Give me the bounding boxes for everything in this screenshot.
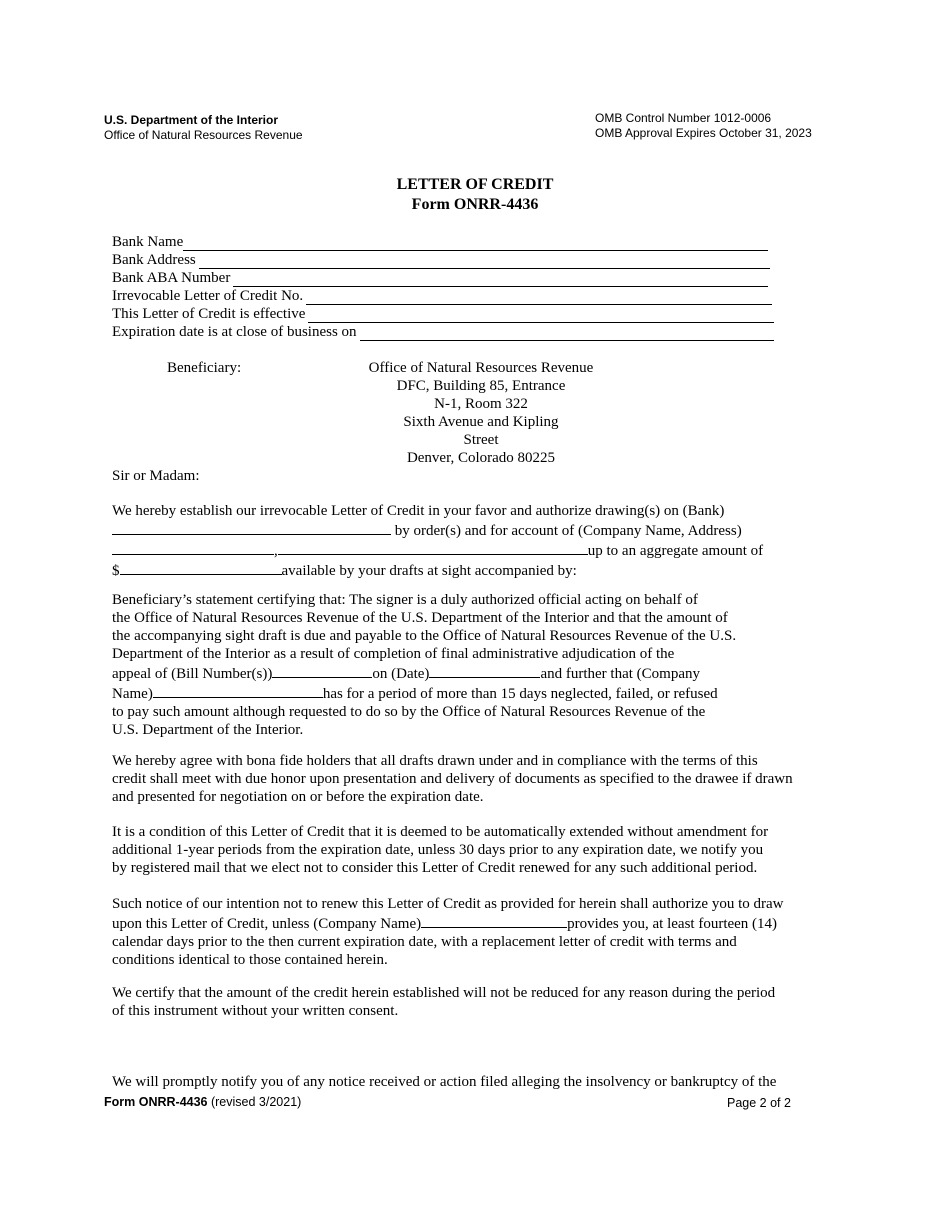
beneficiary-line: DFC, Building 85, Entrance [396, 378, 566, 394]
omb-control-number: OMB Control Number 1012-0006 [595, 111, 772, 125]
bill-label: appeal of (Bill Number(s)) [112, 666, 273, 682]
field-label: Bank Name [112, 234, 184, 250]
company-name-blank[interactable] [112, 540, 274, 555]
certify-paragraph [112, 984, 832, 1020]
bill-number-blank[interactable] [272, 663, 372, 678]
statement-line: the Office of Natural Resources Revenue of the U.S. Department of the Interior and that the amount of [112, 610, 728, 626]
neglect-text: has for a period of more than 15 days neglected, failed, or refused [322, 686, 718, 702]
certify-line: We certify that the amount of the credit herein established will not be reduced for any reason during the period [112, 985, 776, 1001]
notice-provides-text: provides you, at least fourteen (14) [567, 916, 778, 932]
agree-line: credit shall meet with due honor upon presentation and delivery of documents as specified to the drawee if drawn [112, 771, 793, 787]
company-label: and further that (Company [540, 666, 700, 682]
omb-expiration: OMB Approval Expires October 31, 2023 [595, 126, 812, 140]
field-label: Bank Address [112, 252, 196, 268]
establish-line3-text: up to an aggregate amount of [587, 543, 764, 559]
notice-line: Such notice of our intention not to renew this Letter of Credit as provided for herein shall authorize you to draw [112, 896, 784, 912]
establish-line1: We hereby establish our irrevocable Letter of Credit in your favor and authorize drawing(s) on (Bank) [112, 503, 725, 519]
field-effective-date [112, 305, 774, 323]
agree-paragraph [112, 752, 832, 806]
bank-blank[interactable] [112, 520, 391, 535]
beneficiary-line: Office of Natural Resources Revenue [368, 360, 594, 376]
notice-company-blank[interactable] [421, 913, 567, 928]
beneficiary-line: Denver, Colorado 80225 [406, 450, 556, 466]
field-loc-number [112, 287, 772, 305]
statement-line-name [112, 683, 832, 703]
statement-line: U.S. Department of the Interior. [112, 722, 304, 738]
field-bank-address [112, 251, 770, 269]
beneficiary-label: Beneficiary: [167, 360, 242, 376]
dollar-sign: $ [112, 563, 120, 579]
expiration-date-input-line[interactable] [360, 326, 774, 341]
company-name-blank-2[interactable] [153, 683, 323, 698]
form-title-line1: LETTER OF CREDIT [396, 176, 554, 193]
field-bank-name [112, 233, 768, 251]
bank-address-input-line[interactable] [199, 254, 770, 269]
field-expiration-date [112, 323, 774, 341]
statement-line: to pay such amount although requested to do so by the Office of Natural Resources Revenue of the [112, 704, 706, 720]
company-address-blank[interactable] [278, 540, 588, 555]
certify-line: of this instrument without your written consent. [112, 1003, 399, 1019]
comma: , [274, 543, 278, 559]
field-label: Expiration date is at close of business on [112, 324, 357, 340]
footer-revised: (revised 3/2021) [210, 1095, 302, 1109]
notice-line: calendar days prior to the then current expiration date, with a replacement letter of credit with terms and [112, 934, 737, 950]
page-number: Page 2 of 2 [727, 1096, 791, 1110]
establish-line2-text: by order(s) and for account of (Company Name, Address) [394, 523, 742, 539]
effective-date-input-line[interactable] [308, 308, 774, 323]
beneficiary-line: N-1, Room 322 [434, 396, 528, 412]
footer-form-id [104, 1095, 301, 1110]
loc-number-input-line[interactable] [306, 290, 772, 305]
beneficiary-address [356, 359, 606, 467]
condition-line: It is a condition of this Letter of Credit that it is deemed to be automatically extended without amendment for [112, 824, 769, 840]
field-label: Irrevocable Letter of Credit No. [112, 288, 304, 304]
notify-paragraph: We will promptly notify you of any notice received or action filed alleging the insolvency or bankruptcy of the [112, 1074, 777, 1090]
field-label: Bank ABA Number [112, 270, 231, 286]
statement-line-bill [112, 663, 832, 683]
statement-line: the accompanying sight draft is due and payable to the Office of Natural Resources Revenue of the U.S. [112, 628, 737, 644]
condition-line: by registered mail that we elect not to consider this Letter of Credit renewed for any such additional period. [112, 860, 758, 876]
notice-company-label: upon this Letter of Credit, unless (Company Name) [112, 916, 422, 932]
condition-line: additional 1-year periods from the expiration date, unless 30 days prior to any expiration date, we notify you [112, 842, 764, 858]
form-title-line2: Form ONRR-4436 [411, 196, 539, 213]
notice-line-company [112, 913, 832, 933]
statement-paragraph [112, 591, 832, 739]
establish-line2 [112, 520, 832, 540]
date-blank[interactable] [429, 663, 540, 678]
notice-line: conditions identical to those contained herein. [112, 952, 388, 968]
salutation: Sir or Madam: [112, 468, 200, 484]
beneficiary-line: Sixth Avenue and Kipling [403, 414, 559, 430]
agree-line: We hereby agree with bona fide holders that all drafts drawn under and in compliance with the terms of this [112, 753, 758, 769]
agency-name: U.S. Department of the Interior [104, 113, 279, 127]
agency-header [104, 113, 303, 143]
establish-line4 [112, 560, 832, 580]
establish-paragraph [112, 502, 832, 580]
field-label: This Letter of Credit is effective [112, 306, 306, 322]
form-title [0, 175, 950, 215]
bank-aba-input-line[interactable] [233, 272, 768, 287]
field-bank-aba [112, 269, 768, 287]
name-label: Name) [112, 686, 153, 702]
footer-form-number: Form ONRR-4436 [104, 1095, 208, 1109]
statement-line: Beneficiary’s statement certifying that: The signer is a duly authorized official acting on behalf of [112, 592, 698, 608]
establish-line4-text: available by your drafts at sight accompanied by: [281, 563, 577, 579]
statement-line: Department of the Interior as a result of completion of final administrative adjudication of the [112, 646, 675, 662]
amount-blank[interactable] [120, 560, 282, 575]
notice-paragraph [112, 895, 832, 969]
agree-line: and presented for negotiation on or before the expiration date. [112, 789, 484, 805]
date-label: on (Date) [372, 666, 430, 682]
beneficiary-line: Street [463, 432, 499, 448]
condition-paragraph [112, 823, 832, 877]
bank-name-input-line[interactable] [183, 236, 768, 251]
omb-header [595, 111, 812, 141]
establish-line3 [112, 540, 832, 560]
office-name: Office of Natural Resources Revenue [104, 128, 303, 142]
